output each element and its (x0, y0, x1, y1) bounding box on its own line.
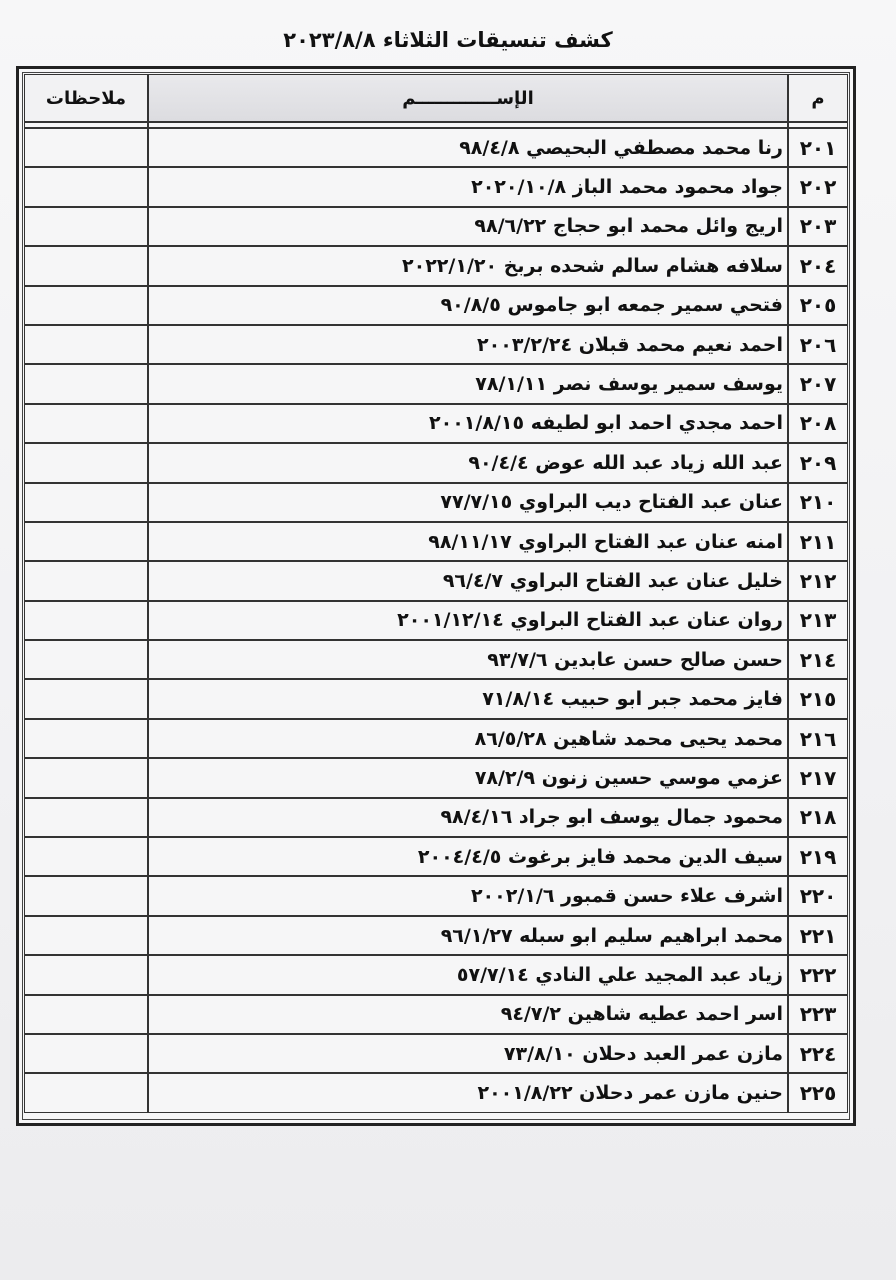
row-notes (24, 443, 148, 482)
table-row (24, 128, 848, 167)
row-name: عزمي موسي حسين زنون ٧٨/٢/٩ (148, 758, 788, 797)
row-number: ٢١٨ (788, 798, 848, 837)
row-number: ٢١٠ (788, 483, 848, 522)
table-row (24, 719, 848, 758)
table-row (24, 995, 848, 1034)
row-notes (24, 128, 148, 167)
row-name: سيف الدين محمد فايز برغوث ٢٠٠٤/٤/٥ (148, 837, 788, 876)
table-row (24, 679, 848, 718)
row-notes (24, 404, 148, 443)
row-notes (24, 167, 148, 206)
row-number: ٢٠٦ (788, 325, 848, 364)
table-row (24, 1034, 848, 1073)
table-row (24, 483, 848, 522)
row-number: ٢٠٤ (788, 246, 848, 285)
row-number: ٢١٧ (788, 758, 848, 797)
row-notes (24, 1034, 148, 1073)
row-notes (24, 640, 148, 679)
row-name: يوسف سمير يوسف نصر ٧٨/١/١١ (148, 364, 788, 403)
table-row (24, 758, 848, 797)
row-name: محمد يحيى محمد شاهين ٨٦/٥/٢٨ (148, 719, 788, 758)
row-number: ٢١٦ (788, 719, 848, 758)
row-name: اريج وائل محمد ابو حجاج ٩٨/٦/٢٢ (148, 207, 788, 246)
table-row (24, 404, 848, 443)
header-number: م (788, 74, 848, 122)
table-row (24, 955, 848, 994)
row-name: احمد مجدي احمد ابو لطيفه ٢٠٠١/٨/١٥ (148, 404, 788, 443)
row-number: ٢٠٢ (788, 167, 848, 206)
table-row (24, 876, 848, 915)
table-row (24, 364, 848, 403)
table-row (24, 1073, 848, 1112)
table-row (24, 640, 848, 679)
table-row (24, 798, 848, 837)
row-notes (24, 483, 148, 522)
row-notes (24, 837, 148, 876)
row-number: ٢١٥ (788, 679, 848, 718)
row-number: ٢١١ (788, 522, 848, 561)
row-notes (24, 522, 148, 561)
header-name-label: الإســـــــــــــم (402, 87, 534, 109)
row-notes (24, 955, 148, 994)
row-name: فايز محمد جبر ابو حبيب ٧١/٨/١٤ (148, 679, 788, 718)
row-number: ٢١٢ (788, 561, 848, 600)
row-name: حسن صالح حسن عابدين ٩٣/٧/٦ (148, 640, 788, 679)
row-name: محمود جمال يوسف ابو جراد ٩٨/٤/١٦ (148, 798, 788, 837)
roster-table (24, 74, 848, 1113)
row-number: ٢٠٨ (788, 404, 848, 443)
roster-body (24, 128, 848, 1113)
row-notes (24, 207, 148, 246)
table-row (24, 561, 848, 600)
row-number: ٢٠١ (788, 128, 848, 167)
row-number: ٢١٣ (788, 601, 848, 640)
row-name: رنا محمد مصطفي البحيصي ٩٨/٤/٨ (148, 128, 788, 167)
row-name: مازن عمر العبد دحلان ٧٣/٨/١٠ (148, 1034, 788, 1073)
row-notes (24, 325, 148, 364)
row-name: محمد ابراهيم سليم ابو سبله ٩٦/١/٢٧ (148, 916, 788, 955)
row-number: ٢٢٤ (788, 1034, 848, 1073)
row-number: ٢١٤ (788, 640, 848, 679)
row-notes (24, 758, 148, 797)
row-name: امنه عنان عبد الفتاح البراوي ٩٨/١١/١٧ (148, 522, 788, 561)
table-row (24, 167, 848, 206)
table-row (24, 207, 848, 246)
row-number: ٢٠٧ (788, 364, 848, 403)
row-notes (24, 601, 148, 640)
row-notes (24, 876, 148, 915)
row-name: جواد محمود محمد الباز ٢٠٢٠/١٠/٨ (148, 167, 788, 206)
row-notes (24, 916, 148, 955)
row-number: ٢٠٣ (788, 207, 848, 246)
row-notes (24, 679, 148, 718)
row-number: ٢٢١ (788, 916, 848, 955)
row-name: روان عنان عبد الفتاح البراوي ٢٠٠١/١٢/١٤ (148, 601, 788, 640)
table-row (24, 601, 848, 640)
table-row (24, 246, 848, 285)
table-row (24, 443, 848, 482)
row-notes (24, 798, 148, 837)
row-number: ٢٠٥ (788, 286, 848, 325)
row-name: فتحي سمير جمعه ابو جاموس ٩٠/٨/٥ (148, 286, 788, 325)
header-name (148, 74, 788, 122)
row-number: ٢٢٢ (788, 955, 848, 994)
row-name: سلافه هشام سالم شحده بربخ ٢٠٢٢/١/٢٠ (148, 246, 788, 285)
row-notes (24, 364, 148, 403)
row-name: حنين مازن عمر دحلان ٢٠٠١/٨/٢٢ (148, 1073, 788, 1112)
row-notes (24, 286, 148, 325)
row-number: ٢٢٠ (788, 876, 848, 915)
page-title: كشف تنسيقات الثلاثاء ٢٠٢٣/٨/٨ (283, 28, 613, 52)
table-row (24, 286, 848, 325)
row-name: خليل عنان عبد الفتاح البراوي ٩٦/٤/٧ (148, 561, 788, 600)
row-number: ٢٠٩ (788, 443, 848, 482)
row-notes (24, 1073, 148, 1112)
table-header-row (24, 74, 848, 122)
table-row (24, 916, 848, 955)
row-number: ٢١٩ (788, 837, 848, 876)
row-notes (24, 719, 148, 758)
row-name: زياد عبد المجيد علي النادي ٥٧/٧/١٤ (148, 955, 788, 994)
table-row (24, 837, 848, 876)
row-notes (24, 561, 148, 600)
row-name: عبد الله زياد عبد الله عوض ٩٠/٤/٤ (148, 443, 788, 482)
table-row (24, 522, 848, 561)
header-notes: ملاحظات (24, 74, 148, 122)
row-notes (24, 246, 148, 285)
row-name: اشرف علاء حسن قمبور ٢٠٠٢/١/٦ (148, 876, 788, 915)
row-name: احمد نعيم محمد قبلان ٢٠٠٣/٢/٢٤ (148, 325, 788, 364)
row-number: ٢٢٣ (788, 995, 848, 1034)
row-name: عنان عبد الفتاح ديب البراوي ٧٧/٧/١٥ (148, 483, 788, 522)
table-row (24, 325, 848, 364)
row-number: ٢٢٥ (788, 1073, 848, 1112)
row-notes (24, 995, 148, 1034)
roster-frame (16, 66, 856, 1126)
row-name: اسر احمد عطيه شاهين ٩٤/٧/٢ (148, 995, 788, 1034)
